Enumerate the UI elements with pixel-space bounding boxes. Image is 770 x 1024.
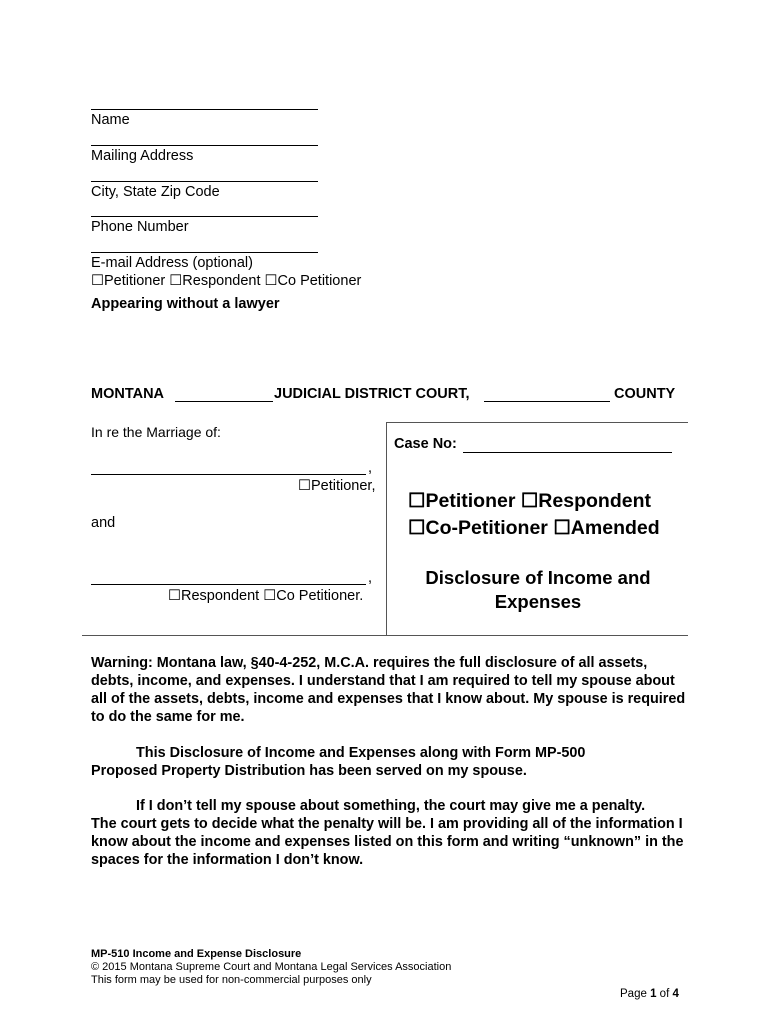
district-number-line[interactable] — [175, 401, 273, 402]
penalty-paragraph — [91, 797, 691, 869]
footer-copyright: © 2015 Montana Supreme Court and Montana Legal Services Association — [91, 961, 452, 973]
petitioner-name-line[interactable] — [91, 474, 366, 475]
name-line[interactable] — [91, 109, 318, 110]
in-re-label: In re the Marriage of: — [91, 424, 221, 440]
page-total: 4 — [672, 988, 679, 1000]
form-title-line-1: Disclosure of Income and — [425, 567, 651, 588]
caption-divider — [386, 422, 387, 636]
penalty-rest: The court gets to decide what the penalty will be. I am providing all of the information I know about the income and expenses listed on this form and writing “unknown” in the spaces for the information I don’t know. — [91, 816, 684, 868]
petitioner-checkbox[interactable]: ☐Petitioner, — [298, 478, 376, 494]
court-state: MONTANA — [91, 386, 165, 402]
email-label: E-mail Address (optional) — [91, 255, 253, 271]
phone-line[interactable] — [91, 216, 318, 217]
form-title-line-2: Expenses — [494, 591, 582, 612]
mailing-address-line[interactable] — [91, 145, 318, 146]
and-label: and — [91, 515, 116, 531]
respondent-name-line[interactable] — [91, 584, 366, 585]
caption-top-border — [387, 422, 688, 423]
penalty-line-1: If I don’t tell my spouse about something, the court may give me a penalty. — [136, 798, 646, 814]
caption-bottom-border — [82, 635, 688, 636]
name-label: Name — [91, 112, 130, 128]
phone-label: Phone Number — [91, 219, 189, 235]
served-paragraph — [91, 744, 691, 780]
filer-role-row-1[interactable]: ☐Petitioner ☐Respondent — [408, 490, 651, 512]
respondent-comma: , — [368, 570, 373, 586]
court-name: JUDICIAL DISTRICT COURT, — [274, 386, 470, 402]
county-label: COUNTY — [614, 386, 676, 402]
served-line-1: This Disclosure of Income and Expenses along with Form MP-500 — [136, 745, 586, 761]
filer-role-row-2[interactable]: ☐Co-Petitioner ☐Amended — [408, 517, 660, 539]
warning-paragraph: Warning: Montana law, §40-4-252, M.C.A. requires the full disclosure of all assets, debts, income, and expenses. I understand that I am required to tell my spouse about all of the assets, debts, income and expenses that I know about. My spouse is required to do the same for me. — [91, 655, 686, 725]
mailing-address-label: Mailing Address — [91, 148, 194, 164]
role-checkboxes[interactable]: ☐Petitioner ☐Respondent ☐Co Petitioner — [91, 273, 362, 289]
respondent-checkboxes[interactable]: ☐Respondent ☐Co Petitioner. — [168, 588, 364, 604]
served-line-2: Proposed Property Distribution has been served on my spouse. — [91, 763, 527, 779]
page-current: 1 — [650, 988, 657, 1000]
email-line[interactable] — [91, 252, 318, 253]
city-state-zip-line[interactable] — [91, 181, 318, 182]
city-state-zip-label: City, State Zip Code — [91, 184, 220, 200]
page-word: Page — [620, 988, 647, 1000]
county-name-line[interactable] — [484, 401, 610, 402]
page-of: of — [659, 988, 670, 1000]
case-no-label: Case No: — [394, 436, 457, 452]
case-no-line[interactable] — [463, 452, 672, 453]
footer-form-id: MP-510 Income and Expense Disclosure — [91, 948, 302, 960]
petitioner-comma: , — [368, 460, 373, 476]
page-number — [620, 987, 679, 1001]
footer-usage: This form may be used for non-commercial purposes only — [91, 974, 372, 986]
appearing-note: Appearing without a lawyer — [91, 296, 280, 312]
